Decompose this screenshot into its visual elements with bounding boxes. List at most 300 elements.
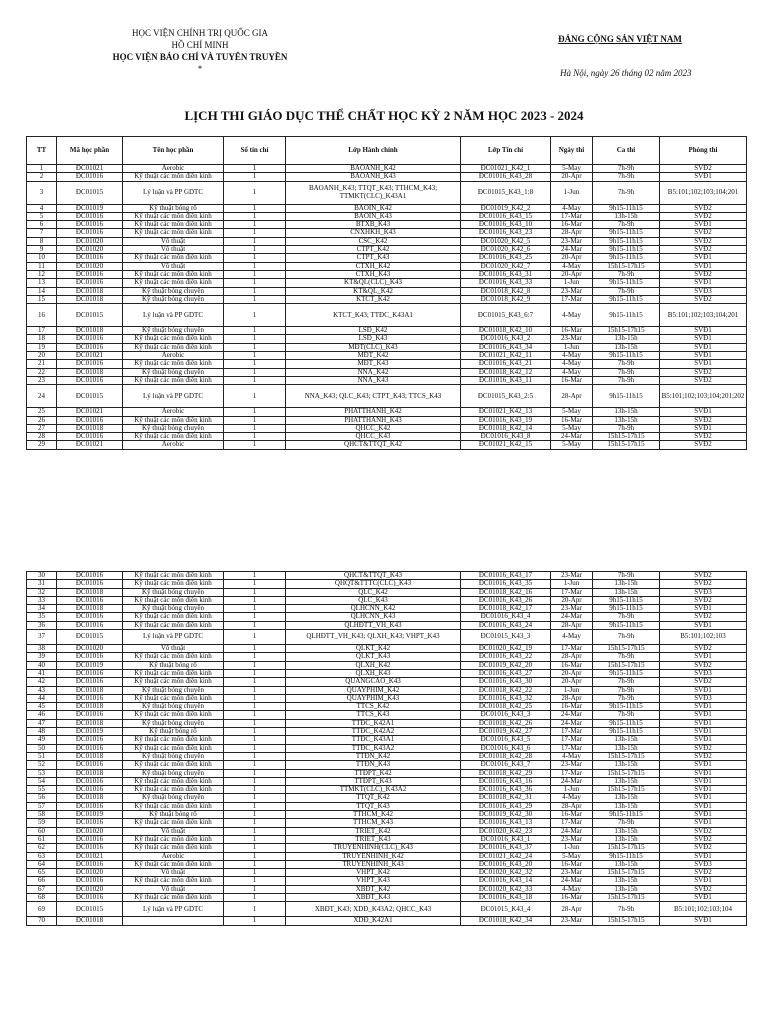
credits-cell: 1 bbox=[224, 744, 286, 752]
course-name-cell: Kỹ thuật bóng chuyền bbox=[123, 719, 224, 727]
credits-cell: 1 bbox=[224, 360, 286, 368]
admin-class-cell: TTCS_K42 bbox=[286, 703, 461, 711]
admin-class-cell: CTXH_K43 bbox=[286, 270, 461, 278]
course-code-cell: ĐC01019 bbox=[57, 661, 123, 669]
admin-class-cell: QHCT&TTQT_K42 bbox=[286, 441, 461, 449]
course-code-cell: ĐC01016 bbox=[57, 777, 123, 785]
row-number-cell: 5 bbox=[27, 212, 57, 220]
credits-cell: 1 bbox=[224, 669, 286, 677]
exam-date-cell: 16-Mar bbox=[551, 893, 593, 901]
row-number-cell: 22 bbox=[27, 368, 57, 376]
course-name-cell: Lý luận và PP GDTC bbox=[123, 902, 224, 917]
exam-date-cell: 16-Mar bbox=[551, 376, 593, 384]
table-row bbox=[27, 254, 747, 262]
credit-class-cell: ĐC01018_K42_31 bbox=[461, 794, 551, 802]
course-code-cell: ĐC01016 bbox=[57, 254, 123, 262]
table-row bbox=[27, 728, 747, 736]
exam-shift-cell: 9h15-11h15 bbox=[593, 811, 660, 819]
credits-cell: 1 bbox=[224, 893, 286, 901]
table-row bbox=[27, 811, 747, 819]
exam-room-cell: SVĐ1 bbox=[660, 736, 747, 744]
credits-cell: 1 bbox=[224, 694, 286, 702]
course-name-cell: Kỹ thuật bóng chuyền bbox=[123, 327, 224, 335]
row-number-cell: 35 bbox=[27, 613, 57, 621]
exam-shift-cell: 9h15-11h15 bbox=[593, 728, 660, 736]
credits-cell: 1 bbox=[224, 703, 286, 711]
course-name-cell: Kỹ thuật bóng chuyền bbox=[123, 368, 224, 376]
course-code-cell: ĐC01016 bbox=[57, 596, 123, 604]
credit-class-cell: ĐC01018_K42_34 bbox=[461, 917, 551, 925]
table-row bbox=[27, 580, 747, 588]
credits-cell: 1 bbox=[224, 262, 286, 270]
table-row bbox=[27, 327, 747, 335]
admin-class-cell: QLC_K43 bbox=[286, 596, 461, 604]
credit-class-cell: ĐC01015_K43_3 bbox=[461, 630, 551, 645]
row-number-cell: 37 bbox=[27, 630, 57, 645]
row-number-cell: 8 bbox=[27, 237, 57, 245]
col-header: Tên học phần bbox=[123, 137, 224, 165]
credits-cell: 1 bbox=[224, 752, 286, 760]
course-code-cell: ĐC01018 bbox=[57, 752, 123, 760]
course-name-cell: Kỹ thuật các môn điền kinh bbox=[123, 621, 224, 629]
exam-date-cell: 1-Jun bbox=[551, 844, 593, 852]
exam-date-cell: 23-Mar bbox=[551, 605, 593, 613]
row-number-cell: 29 bbox=[27, 441, 57, 449]
admin-class-cell: QUAYPHIM_K42 bbox=[286, 686, 461, 694]
row-number-cell: 51 bbox=[27, 752, 57, 760]
exam-room-cell: SVĐ3 bbox=[660, 588, 747, 596]
credit-class-cell: ĐC01016_K43_7 bbox=[461, 761, 551, 769]
row-number-cell: 44 bbox=[27, 694, 57, 702]
credits-cell: 1 bbox=[224, 424, 286, 432]
credit-class-cell: ĐC01016_K43_27 bbox=[461, 669, 551, 677]
table-row bbox=[27, 229, 747, 237]
course-name-cell: Kỹ thuật các môn điền kinh bbox=[123, 802, 224, 810]
exam-shift-cell: 13h-15h bbox=[593, 744, 660, 752]
exam-date-cell: 16-Mar bbox=[551, 811, 593, 819]
credit-class-cell: ĐC01016_K43_16 bbox=[461, 777, 551, 785]
admin-class-cell: TTĐC_K43A2 bbox=[286, 744, 461, 752]
admin-class-cell: TRUYENHINH(CLC)_K43 bbox=[286, 844, 461, 852]
course-code-cell: ĐC01021 bbox=[57, 852, 123, 860]
exam-room-cell: SVĐ3 bbox=[660, 287, 747, 295]
course-name-cell: Aerobic bbox=[123, 165, 224, 173]
institution-line-2: HỒ CHÍ MINH bbox=[171, 40, 229, 50]
course-name-cell: Kỹ thuật bóng chuyền bbox=[123, 703, 224, 711]
course-code-cell: ĐC01015 bbox=[57, 304, 123, 327]
course-code-cell: ĐC01020 bbox=[57, 237, 123, 245]
admin-class-cell: TTĐC_K43A1 bbox=[286, 736, 461, 744]
credits-cell: 1 bbox=[224, 416, 286, 424]
row-number-cell: 41 bbox=[27, 669, 57, 677]
credit-class-cell: ĐC01016_K43_5 bbox=[461, 736, 551, 744]
table-row bbox=[27, 860, 747, 868]
exam-room-cell: SVĐ2 bbox=[660, 441, 747, 449]
exam-shift-cell: 9h15-11h15 bbox=[593, 295, 660, 303]
credits-cell: 1 bbox=[224, 572, 286, 580]
institution-header bbox=[90, 27, 310, 75]
exam-date-cell: 1-Jun bbox=[551, 343, 593, 351]
credit-class-cell: ĐC01016_K43_3 bbox=[461, 711, 551, 719]
exam-date-cell: 16-Mar bbox=[551, 327, 593, 335]
credit-class-cell: ĐC01016_K43_19 bbox=[461, 416, 551, 424]
exam-room-cell: SVĐ1 bbox=[660, 877, 747, 885]
credit-class-cell: ĐC01016_K43_21 bbox=[461, 360, 551, 368]
exam-room-cell: SVĐ2 bbox=[660, 212, 747, 220]
course-name-cell: Aerobic bbox=[123, 408, 224, 416]
credits-cell: 1 bbox=[224, 270, 286, 278]
credit-class-cell: ĐC01018_K42_10 bbox=[461, 327, 551, 335]
admin-class-cell: QLKT_K42 bbox=[286, 645, 461, 653]
table-row bbox=[27, 802, 747, 810]
credit-class-cell: ĐC01018_K42_28 bbox=[461, 752, 551, 760]
exam-room-cell: SVĐ1 bbox=[660, 653, 747, 661]
exam-shift-cell: 13h-15h bbox=[593, 408, 660, 416]
schedule-table-page-1 bbox=[26, 136, 747, 450]
credits-cell: 1 bbox=[224, 827, 286, 835]
row-number-cell: 52 bbox=[27, 761, 57, 769]
row-number-cell: 6 bbox=[27, 221, 57, 229]
row-number-cell: 53 bbox=[27, 769, 57, 777]
exam-room-cell: SVĐ2 bbox=[660, 869, 747, 877]
admin-class-cell: NNA_K42 bbox=[286, 368, 461, 376]
exam-shift-cell: 13h-15h bbox=[593, 580, 660, 588]
credits-cell: 1 bbox=[224, 335, 286, 343]
table-row bbox=[27, 204, 747, 212]
course-name-cell: Kỹ thuật các môn điền kinh bbox=[123, 416, 224, 424]
exam-shift-cell: 13h-15h bbox=[593, 860, 660, 868]
exam-shift-cell: 9h15-11h15 bbox=[593, 204, 660, 212]
admin-class-cell: QUANGCAO_K43 bbox=[286, 678, 461, 686]
admin-class-cell: QLKT_K43 bbox=[286, 653, 461, 661]
table-row bbox=[27, 678, 747, 686]
credit-class-cell: ĐC01021_K42_15 bbox=[461, 441, 551, 449]
course-name-cell: Võ thuật bbox=[123, 645, 224, 653]
credit-class-cell: ĐC01016_K43_25 bbox=[461, 254, 551, 262]
row-number-cell: 69 bbox=[27, 902, 57, 917]
course-name-cell: Võ thuật bbox=[123, 237, 224, 245]
exam-shift-cell: 15h15-17h15 bbox=[593, 869, 660, 877]
exam-date-cell: 1-Jun bbox=[551, 786, 593, 794]
row-number-cell: 4 bbox=[27, 204, 57, 212]
exam-date-cell: 16-Mar bbox=[551, 703, 593, 711]
credits-cell: 1 bbox=[224, 368, 286, 376]
credit-class-cell: ĐC01018_K42_25 bbox=[461, 703, 551, 711]
table-row bbox=[27, 786, 747, 794]
row-number-cell: 7 bbox=[27, 229, 57, 237]
row-number-cell: 65 bbox=[27, 869, 57, 877]
admin-class-cell: KT&QL(CLC)_K43 bbox=[286, 279, 461, 287]
exam-shift-cell: 13h-15h bbox=[593, 835, 660, 843]
row-number-cell: 50 bbox=[27, 744, 57, 752]
row-number-cell: 56 bbox=[27, 794, 57, 802]
row-number-cell: 3 bbox=[27, 181, 57, 204]
exam-date-cell: 24-Mar bbox=[551, 246, 593, 254]
exam-shift-cell: 15h15-17h15 bbox=[593, 786, 660, 794]
credit-class-cell: ĐC01019_K42_20 bbox=[461, 661, 551, 669]
exam-shift-cell: 15h15-17h15 bbox=[593, 893, 660, 901]
credits-cell: 1 bbox=[224, 327, 286, 335]
credits-cell: 1 bbox=[224, 343, 286, 351]
exam-room-cell: SVĐ1 bbox=[660, 686, 747, 694]
credits-cell: 1 bbox=[224, 229, 286, 237]
table-row bbox=[27, 376, 747, 384]
course-name-cell: Kỹ thuật các môn điền kinh bbox=[123, 761, 224, 769]
table-row bbox=[27, 902, 747, 917]
admin-class-cell: NNA_K43 bbox=[286, 376, 461, 384]
exam-room-cell: SVĐ2 bbox=[660, 752, 747, 760]
table-row bbox=[27, 424, 747, 432]
exam-date-cell: 1-Jun bbox=[551, 686, 593, 694]
table-row bbox=[27, 630, 747, 645]
exam-room-cell: SVĐ2 bbox=[660, 165, 747, 173]
course-code-cell: ĐC01018 bbox=[57, 588, 123, 596]
credit-class-cell: ĐC01015_K43_1:8 bbox=[461, 181, 551, 204]
exam-shift-cell: 7h-9h bbox=[593, 181, 660, 204]
credit-class-cell: ĐC01016_K43_31 bbox=[461, 270, 551, 278]
credit-class-cell: ĐC01016_K43_34 bbox=[461, 343, 551, 351]
exam-room-cell: SVĐ1 bbox=[660, 352, 747, 360]
exam-room-cell: SVĐ2 bbox=[660, 844, 747, 852]
course-name-cell: Lý luận và PP GDTC bbox=[123, 630, 224, 645]
credit-class-cell: ĐC01016_K43_24 bbox=[461, 621, 551, 629]
course-code-cell: ĐC01018 bbox=[57, 719, 123, 727]
course-code-cell: ĐC01018 bbox=[57, 287, 123, 295]
exam-shift-cell: 9h15-11h15 bbox=[593, 352, 660, 360]
exam-room-cell: SVĐ1 bbox=[660, 221, 747, 229]
exam-date-cell: 4-May bbox=[551, 262, 593, 270]
exam-room-cell: SVĐ1 bbox=[660, 408, 747, 416]
admin-class-cell: BAOIN_K42 bbox=[286, 204, 461, 212]
admin-class-cell: TTHCM_K43 bbox=[286, 819, 461, 827]
credit-class-cell: ĐC01016_K43_4 bbox=[461, 613, 551, 621]
exam-date-cell: 24-Mar bbox=[551, 719, 593, 727]
exam-shift-cell: 15h15-17h15 bbox=[593, 262, 660, 270]
row-number-cell: 63 bbox=[27, 852, 57, 860]
course-name-cell: Kỹ thuật bóng rổ bbox=[123, 204, 224, 212]
course-code-cell: ĐC01016 bbox=[57, 744, 123, 752]
exam-date-cell: 4-May bbox=[551, 368, 593, 376]
admin-class-cell: QLHCNN_K43 bbox=[286, 613, 461, 621]
exam-date-cell: 28-Apr bbox=[551, 385, 593, 408]
exam-shift-cell: 13h-15h bbox=[593, 794, 660, 802]
table-row bbox=[27, 173, 747, 181]
course-code-cell: ĐC01015 bbox=[57, 902, 123, 917]
row-number-cell: 16 bbox=[27, 304, 57, 327]
exam-date-cell: 20-Apr bbox=[551, 270, 593, 278]
course-code-cell: ĐC01020 bbox=[57, 827, 123, 835]
table-row bbox=[27, 761, 747, 769]
col-header: Mã học phần bbox=[57, 137, 123, 165]
admin-class-cell: QLHCNN_K42 bbox=[286, 605, 461, 613]
schedule-table-page-2 bbox=[26, 571, 747, 926]
row-number-cell: 33 bbox=[27, 596, 57, 604]
exam-room-cell: SVĐ2 bbox=[660, 744, 747, 752]
exam-room-cell: SVĐ2 bbox=[660, 416, 747, 424]
admin-class-cell: TRIET_K42 bbox=[286, 827, 461, 835]
exam-shift-cell: 7h-9h bbox=[593, 287, 660, 295]
party-header: ĐẢNG CỘNG SẢN VIỆT NAM bbox=[558, 34, 682, 44]
exam-shift-cell: 7h-9h bbox=[593, 424, 660, 432]
exam-shift-cell: 9h15-11h15 bbox=[593, 237, 660, 245]
exam-date-cell: 4-May bbox=[551, 204, 593, 212]
exam-room-cell: SVĐ2 bbox=[660, 580, 747, 588]
credits-cell: 1 bbox=[224, 352, 286, 360]
row-number-cell: 42 bbox=[27, 678, 57, 686]
admin-class-cell: TTĐPT_K43 bbox=[286, 777, 461, 785]
exam-shift-cell: 13h-15h bbox=[593, 761, 660, 769]
table-row bbox=[27, 844, 747, 852]
credit-class-cell: ĐC01016_K43_32 bbox=[461, 694, 551, 702]
credits-cell: 1 bbox=[224, 605, 286, 613]
credit-class-cell: ĐC01016_K43_20 bbox=[461, 860, 551, 868]
table-row bbox=[27, 703, 747, 711]
exam-date-cell: 17-Mar bbox=[551, 645, 593, 653]
exam-shift-cell: 7h-9h bbox=[593, 694, 660, 702]
credit-class-cell: ĐC01019_K42_27 bbox=[461, 728, 551, 736]
credit-class-cell: ĐC01016_K43_2 bbox=[461, 335, 551, 343]
credits-cell: 1 bbox=[224, 819, 286, 827]
credits-cell: 1 bbox=[224, 902, 286, 917]
course-name-cell: Võ thuật bbox=[123, 262, 224, 270]
exam-room-cell: SVĐ1 bbox=[660, 777, 747, 785]
exam-room-cell: SVĐ2 bbox=[660, 368, 747, 376]
course-name-cell: Kỹ thuật các môn điền kinh bbox=[123, 736, 224, 744]
row-number-cell: 55 bbox=[27, 786, 57, 794]
credits-cell: 1 bbox=[224, 246, 286, 254]
admin-class-cell: VHPT_K42 bbox=[286, 869, 461, 877]
credits-cell: 1 bbox=[224, 852, 286, 860]
credit-class-cell: ĐC01020_K42_33 bbox=[461, 885, 551, 893]
credit-class-cell: ĐC01019_K42_2 bbox=[461, 204, 551, 212]
course-name-cell: Võ thuật bbox=[123, 869, 224, 877]
exam-shift-cell: 9h15-11h15 bbox=[593, 852, 660, 860]
course-name-cell: Kỹ thuật các môn điền kinh bbox=[123, 877, 224, 885]
exam-room-cell: SVĐ1 bbox=[660, 605, 747, 613]
admin-class-cell: MĐT_K43 bbox=[286, 360, 461, 368]
credit-class-cell: ĐC01016_K43_10 bbox=[461, 221, 551, 229]
exam-room-cell: SVĐ2 bbox=[660, 827, 747, 835]
course-code-cell: ĐC01016 bbox=[57, 844, 123, 852]
credits-cell: 1 bbox=[224, 165, 286, 173]
course-code-cell: ĐC01016 bbox=[57, 736, 123, 744]
credits-cell: 1 bbox=[224, 588, 286, 596]
credit-class-cell: ĐC01018_K42_9 bbox=[461, 295, 551, 303]
admin-class-cell: CSC_K42 bbox=[286, 237, 461, 245]
course-code-cell: ĐC01018 bbox=[57, 703, 123, 711]
exam-shift-cell: 9h15-11h15 bbox=[593, 304, 660, 327]
exam-shift-cell: 9h15-11h15 bbox=[593, 229, 660, 237]
course-name-cell: Kỹ thuật các môn điền kinh bbox=[123, 360, 224, 368]
admin-class-cell: VHPT_K43 bbox=[286, 877, 461, 885]
course-code-cell: ĐC01020 bbox=[57, 885, 123, 893]
credit-class-cell: ĐC01018_K42_12 bbox=[461, 368, 551, 376]
table-row bbox=[27, 893, 747, 901]
exam-date-cell: 17-Mar bbox=[551, 819, 593, 827]
course-name-cell: Kỹ thuật các môn điền kinh bbox=[123, 229, 224, 237]
exam-shift-cell: 13h-15h bbox=[593, 335, 660, 343]
exam-date-cell: 17-Mar bbox=[551, 295, 593, 303]
credits-cell: 1 bbox=[224, 877, 286, 885]
row-number-cell: 64 bbox=[27, 860, 57, 868]
admin-class-cell: TTĐPT_K42 bbox=[286, 769, 461, 777]
table-header-row bbox=[27, 137, 747, 165]
credit-class-cell: ĐC01016_K43_22 bbox=[461, 653, 551, 661]
course-code-cell: ĐC01016 bbox=[57, 669, 123, 677]
table-row bbox=[27, 613, 747, 621]
course-code-cell: ĐC01016 bbox=[57, 229, 123, 237]
row-number-cell: 23 bbox=[27, 376, 57, 384]
table-row bbox=[27, 794, 747, 802]
course-name-cell: Võ thuật bbox=[123, 885, 224, 893]
course-name-cell: Kỹ thuật bóng chuyền bbox=[123, 605, 224, 613]
exam-room-cell: SVĐ2 bbox=[660, 376, 747, 384]
exam-room-cell: SVĐ2 bbox=[660, 433, 747, 441]
exam-room-cell: SVĐ1 bbox=[660, 728, 747, 736]
exam-date-cell: 5-May bbox=[551, 165, 593, 173]
row-number-cell: 59 bbox=[27, 819, 57, 827]
exam-date-cell: 28-Apr bbox=[551, 621, 593, 629]
course-name-cell: Kỹ thuật bóng chuyền bbox=[123, 424, 224, 432]
exam-date-cell: 5-May bbox=[551, 852, 593, 860]
exam-date-cell: 23-Mar bbox=[551, 917, 593, 925]
credits-cell: 1 bbox=[224, 769, 286, 777]
admin-class-cell: QLHĐTT_VH_K43; QLXH_K43; VHPT_K43 bbox=[286, 630, 461, 645]
credit-class-cell: ĐC01015_K43_2:5 bbox=[461, 385, 551, 408]
credits-cell: 1 bbox=[224, 777, 286, 785]
course-name-cell: Kỹ thuật bóng chuyền bbox=[123, 752, 224, 760]
table-row bbox=[27, 835, 747, 843]
table-row bbox=[27, 360, 747, 368]
course-name-cell: Kỹ thuật bóng chuyền bbox=[123, 794, 224, 802]
admin-class-cell: QLHĐTT_VH_K43 bbox=[286, 621, 461, 629]
course-code-cell: ĐC01016 bbox=[57, 343, 123, 351]
table-row bbox=[27, 645, 747, 653]
exam-room-cell: SVĐ3 bbox=[660, 694, 747, 702]
exam-shift-cell: 13h-15h bbox=[593, 736, 660, 744]
exam-shift-cell: 9h15-11h15 bbox=[593, 385, 660, 408]
exam-date-cell: 24-Mar bbox=[551, 877, 593, 885]
credits-cell: 1 bbox=[224, 885, 286, 893]
course-code-cell: ĐC01016 bbox=[57, 860, 123, 868]
course-code-cell: ĐC01016 bbox=[57, 694, 123, 702]
admin-class-cell: KTCT_K43; TTĐC_K43A1 bbox=[286, 304, 461, 327]
exam-room-cell: SVĐ1 bbox=[660, 852, 747, 860]
exam-date-cell: 23-Mar bbox=[551, 287, 593, 295]
row-number-cell: 30 bbox=[27, 572, 57, 580]
credits-cell: 1 bbox=[224, 204, 286, 212]
row-number-cell: 1 bbox=[27, 165, 57, 173]
course-name-cell: Kỹ thuật các môn điền kinh bbox=[123, 786, 224, 794]
exam-room-cell: SVĐ1 bbox=[660, 802, 747, 810]
exam-shift-cell: 7h-9h bbox=[593, 173, 660, 181]
credit-class-cell: ĐC01016_K43_14 bbox=[461, 877, 551, 885]
exam-room-cell: SVĐ1 bbox=[660, 711, 747, 719]
course-name-cell: Kỹ thuật bóng rổ bbox=[123, 811, 224, 819]
credits-cell: 1 bbox=[224, 287, 286, 295]
row-number-cell: 68 bbox=[27, 893, 57, 901]
table-row bbox=[27, 433, 747, 441]
course-code-cell: ĐC01016 bbox=[57, 360, 123, 368]
credit-class-cell: ĐC01018_K42_8 bbox=[461, 287, 551, 295]
exam-room-cell: SVĐ1 bbox=[660, 769, 747, 777]
admin-class-cell: QHCC_K42 bbox=[286, 424, 461, 432]
exam-date-cell: 5-May bbox=[551, 424, 593, 432]
admin-class-cell: CNXHKH_K43 bbox=[286, 229, 461, 237]
course-code-cell: ĐC01015 bbox=[57, 181, 123, 204]
credits-cell: 1 bbox=[224, 794, 286, 802]
exam-date-cell: 28-Apr bbox=[551, 802, 593, 810]
